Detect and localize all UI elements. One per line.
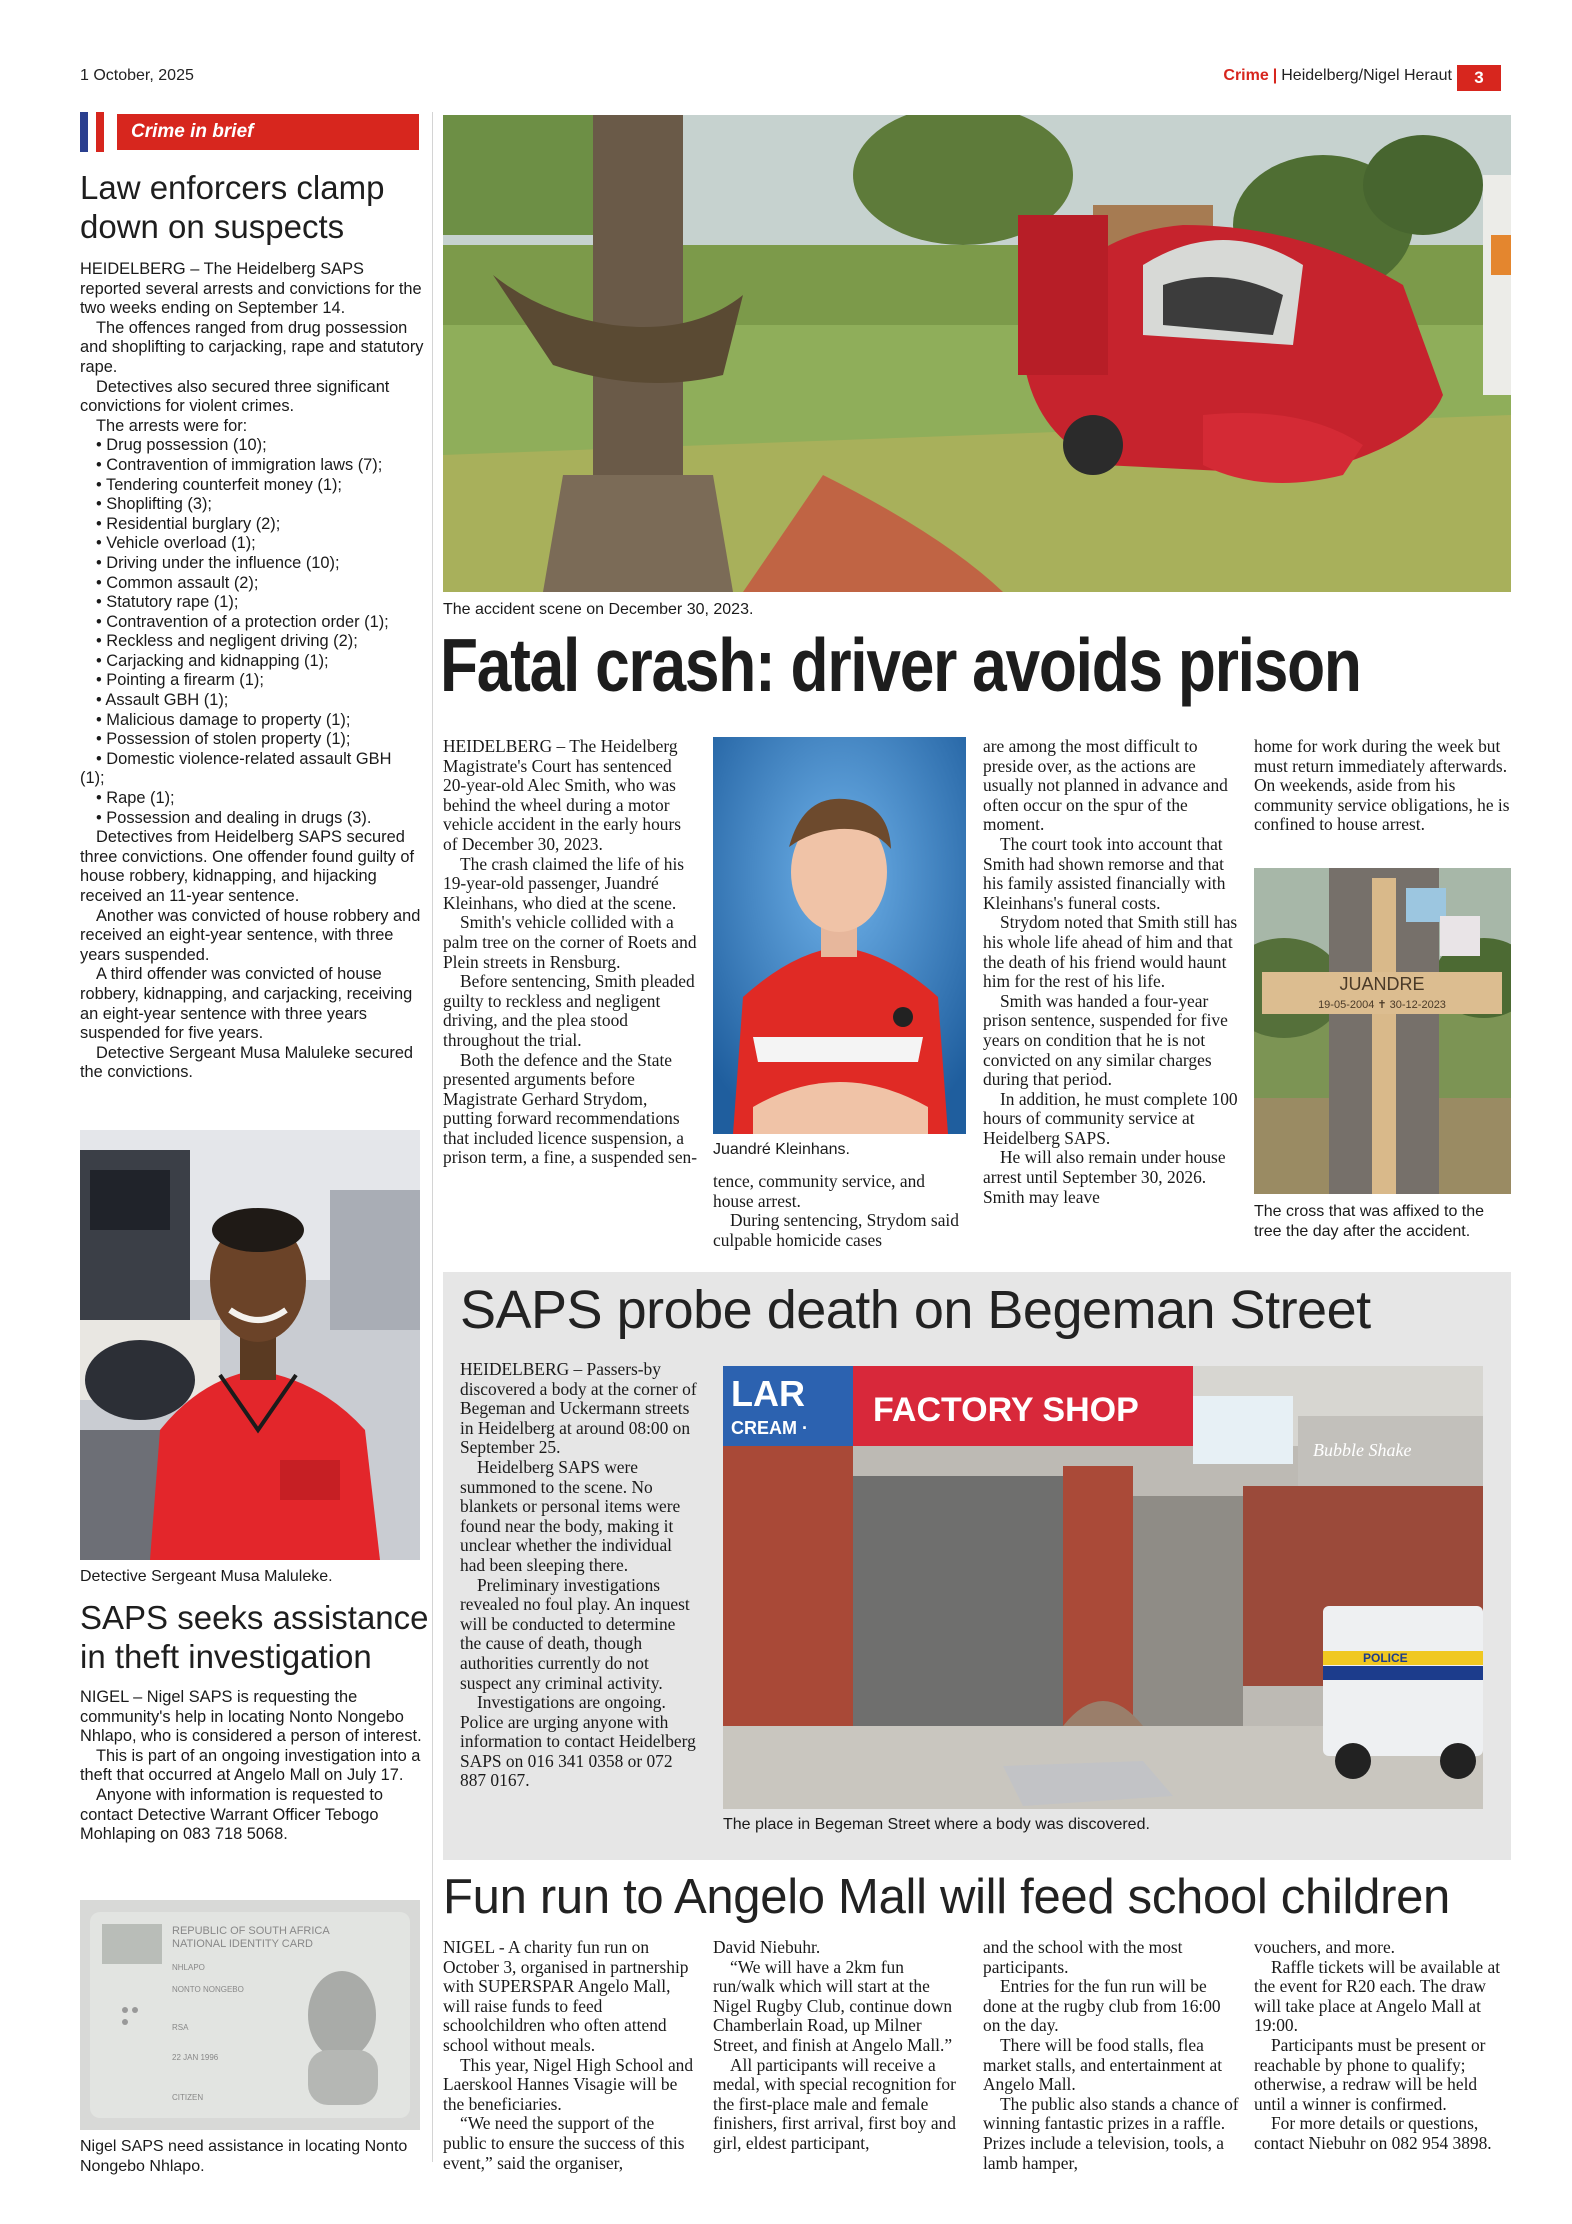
arrest-item: • Domestic violence-related assault GBH (96, 749, 392, 768)
brief-paragraph: A third offender was convicted of house robbery, kidnapping, and carjacking, receiving an eight-year sentence with three years suspended for five years. (80, 965, 413, 1043)
funrun-headline: Fun run to Angelo Mall will feed school children (443, 1870, 1450, 1924)
crash-paragraph: Strydom noted that Smith still has his whole life ahead of him and that the death of his friend would haunt him for the rest of his life. (983, 912, 1238, 992)
flag-icon (80, 112, 110, 152)
detective-photo (80, 1130, 420, 1560)
crash-paragraph: Both the defence and the State presented arguments before Magistrate Gerhard Strydom, putting forward recommendations that included licence suspension, a prison term, a fine, a suspended sen- (443, 1049, 698, 1168)
begeman-paragraph: Preliminary investigations revealed no foul play. An inquest will be conducted to determine the cause of death, though authorities currently do not suspect any criminal activity. (460, 1574, 690, 1693)
detective-caption: Detective Sergeant Musa Maluleke. (80, 1568, 333, 1585)
funrun-paragraph: vouchers, and more. (1254, 1937, 1396, 1957)
begeman-headline: SAPS probe death on Begeman Street (460, 1280, 1371, 1340)
arrest-item: • Common assault (2); (96, 573, 259, 592)
brief-paragraph: Detectives also secured three significant convictions for violent crimes. (80, 377, 390, 416)
crash-paragraph: He will also remain under house arrest until September 30, 2026. Smith may leave (983, 1147, 1226, 1207)
crash-paragraph: Smith was handed a four-year prison sentence, suspended for five years on condition that he is not convicted on any similar charges during that period. (983, 990, 1228, 1090)
sign-cream: CREAM · (731, 1418, 808, 1438)
id-card-photo (80, 1900, 420, 2130)
arrest-item: • Possession of stolen property (1); (96, 730, 351, 749)
funrun-paragraph: NIGEL - A charity fun run on October 3, organised in partnership with SUPERSPAR Angelo Mall, will raise funds to feed schoolchildren who often attend school without meals. (443, 1937, 689, 2055)
id-surname: NHLAPO (172, 1963, 205, 1972)
arrest-item: • Possession and dealing in drugs (3). (96, 808, 372, 827)
funrun-paragraph: Entries for the fun run will be done at the rugby club from 16:00 on the day. (983, 1976, 1221, 2036)
id-nationality: RSA (172, 2023, 189, 2032)
id-line2: NATIONAL IDENTITY CARD (172, 1938, 313, 1950)
funrun-paragraph: All participants will receive a medal, with special recognition for the first-place male and female finishers, first arrival, first boy and girl, eldest participant, (713, 2054, 956, 2153)
funrun-paragraph: “We will have a 2km fun run/walk which will start at the Nigel Rugby Club, continue down Chamberlain Road, up Milner Street, and finish at Angelo Mall.” (713, 1956, 953, 2055)
funrun-paragraph: Raffle tickets will be available at the event for R20 each. The draw will take place at Angelo Mall at 19:00. (1254, 1956, 1501, 2036)
issue-date: 1 October, 2025 (80, 67, 194, 84)
brief-paragraph: HEIDELBERG – The Heidelberg SAPS reported several arrests and convictions for the two weeks ending on September 14. (80, 260, 422, 318)
column-divider (432, 112, 433, 2162)
brief-body (80, 260, 428, 1083)
begeman-paragraph: Investigations are ongoing. Police are urging anyone with information to contact Heidelberg SAPS on 016 341 0358 or 072 887 0167. (460, 1692, 696, 1791)
page-number: 3 (1457, 65, 1501, 91)
crash-paragraph: The court took into account that Smith had shown remorse and that his family assisted financially with Kleinhans's funeral costs. (983, 833, 1226, 913)
arrest-list (80, 436, 428, 828)
arrest-item: • Contravention of immigration laws (7); (96, 455, 383, 474)
brief-paragraph: The arrests were for: (96, 416, 248, 435)
funrun-column-4 (1254, 1938, 1510, 2154)
arrest-item: • Drug possession (10); (96, 436, 267, 455)
arrest-item: • Malicious damage to property (1); (96, 710, 351, 729)
brief-paragraph: Detective Sergeant Musa Maluleke secured the convictions. (80, 1043, 414, 1082)
funrun-column-2 (713, 1938, 969, 2154)
crash-headline: Fatal crash: driver avoids prison (440, 623, 1361, 707)
portrait-caption: Juandré Kleinhans. (713, 1141, 850, 1158)
arrest-item-wrap: (1); (80, 769, 105, 788)
id-status: CITIZEN (172, 2093, 204, 2102)
sign-bubble-shake: Bubble Shake (1313, 1440, 1412, 1460)
crash-scene-photo (443, 115, 1511, 592)
police-label: POLICE (1363, 1651, 1408, 1665)
cross-caption: The cross that was affixed to the tree the day after the accident. (1254, 1203, 1485, 1240)
arrest-item: • Pointing a firearm (1); (96, 671, 264, 690)
arrest-item: • Statutory rape (1); (96, 593, 239, 612)
funrun-paragraph: David Niebuhr. (713, 1937, 821, 1957)
crash-paragraph: HEIDELBERG – The Heidelberg Magistrate's Court has sentenced 20-year-old Alec Smith, who was behind the wheel during a motor vehicle accident in the early hours of December 30, 2023. (443, 736, 682, 854)
crime-in-brief-tag: Crime in brief (117, 114, 419, 150)
arrest-item: • Reckless and negligent driving (2); (96, 632, 358, 651)
funrun-paragraph: For more details or questions, contact Niebuhr on 082 954 3898. (1254, 2113, 1492, 2153)
funrun-paragraph: and the school with the most participants. (983, 1937, 1183, 1977)
brief-paragraph: Another was convicted of house robbery and received an eight-year sentence, with three years suspended. (80, 906, 421, 964)
arrest-item: • Tendering counterfeit money (1); (96, 475, 342, 494)
crash-column-2 (713, 1172, 969, 1250)
id-dob: 22 JAN 1996 (172, 2053, 219, 2062)
brief-paragraph: Detectives from Heidelberg SAPS secured three convictions. One offender found guilty of house robbery, kidnapping, and hijacking received an 11-year sentence. (80, 828, 415, 905)
theft-headline: SAPS seeks assistance in theft investigation (80, 1599, 429, 1675)
cross-name: JUANDRE (1339, 974, 1425, 994)
funrun-paragraph: “We need the support of the public to ensure the success of this event,” said the organiser, (443, 2113, 685, 2173)
crash-paragraph: In addition, he must complete 100 hours of community service at Heidelberg SAPS. (983, 1088, 1238, 1148)
publication-name: Heidelberg/Nigel Heraut (1281, 67, 1452, 84)
funrun-paragraph: The public also stands a chance of winning fantastic prizes in a raffle. Prizes include a television, tools, a lamb hamper, (983, 2093, 1239, 2173)
crash-paragraph: During sentencing, Strydom said culpable homicide cases (713, 1210, 959, 1250)
sign-lar: LAR (731, 1373, 805, 1414)
begeman-body (460, 1360, 700, 1791)
section-header (1223, 67, 1452, 85)
crash-column-3 (983, 737, 1239, 1207)
crash-photo-caption: The accident scene on December 30, 2023. (443, 601, 754, 618)
funrun-paragraph: Participants must be present or reachable by phone to qualify; otherwise, a redraw will be held until a winner is confirmed. (1254, 2034, 1486, 2114)
crash-column-1 (443, 737, 699, 1168)
id-names: NONTO NONGEBO (172, 1985, 244, 1994)
begeman-paragraph: HEIDELBERG – Passers-by discovered a body at the corner of Begeman and Uckermann streets in Heidelberg at around 08:00 on September 25. (460, 1359, 697, 1458)
arrest-item: • Rape (1); (96, 789, 175, 808)
begeman-paragraph: Heidelberg SAPS were summoned to the scene. No blankets or personal items were found near the body, making it unclear whether the individual had been sleeping there. (460, 1456, 681, 1575)
theft-body (80, 1688, 428, 1845)
header-separator: | (1272, 67, 1278, 84)
arrest-item: • Driving under the influence (10); (96, 553, 340, 572)
theft-paragraph: NIGEL – Nigel SAPS is requesting the community's help in locating Nonto Nongebo Nhlapo, who is considered a person of interest. (80, 1688, 422, 1746)
section-name: Crime (1223, 67, 1269, 84)
theft-paragraph: Anyone with information is requested to contact Detective Warrant Officer Tebogo Mohlaping on 083 718 5068. (80, 1785, 383, 1844)
arrest-item: • Assault GBH (1); (96, 691, 229, 710)
crash-paragraph: are among the most difficult to preside over, as the actions are usually not planned in advance and often occur on the spur of the moment. (983, 736, 1228, 835)
funrun-column-3 (983, 1938, 1239, 2173)
funrun-paragraph: This year, Nigel High School and Laerskool Hannes Visagie will be the beneficiaries. (443, 2054, 694, 2114)
sign-factory-shop: FACTORY SHOP (873, 1391, 1139, 1429)
arrest-item: • Vehicle overload (1); (96, 534, 256, 553)
crash-column-4 (1254, 737, 1510, 835)
victim-portrait (713, 737, 966, 1134)
crash-paragraph: home for work during the week but must return immediately afterwards. On weekends, aside from his community service obligations, he is confined to house arrest. (1254, 736, 1510, 835)
theft-paragraph: This is part of an ongoing investigation into a theft that occurred at Angelo Mall on July 17. (80, 1746, 421, 1785)
crash-paragraph: The crash claimed the life of his 19-year-old passenger, Juandré Kleinhans, who died at the scene. (443, 853, 685, 913)
crash-paragraph: Smith's vehicle collided with a palm tree on the corner of Roets and Plein streets in Rensburg. (443, 912, 697, 972)
funrun-paragraph: There will be food stalls, flea market stalls, and entertainment at Angelo Mall. (983, 2034, 1223, 2095)
begeman-caption: The place in Begeman Street where a body was discovered. (723, 1816, 1150, 1833)
arrest-item: • Contravention of a protection order (1); (96, 612, 389, 631)
crash-paragraph: Before sentencing, Smith pleaded guilty to reckless and negligent driving, and the plea stood throughout the trial. (443, 971, 695, 1050)
arrest-item: • Shoplifting (3); (96, 495, 212, 514)
arrest-item: • Residential burglary (2); (96, 514, 281, 533)
funrun-column-1 (443, 1938, 699, 2173)
id-line1: REPUBLIC OF SOUTH AFRICA (172, 1925, 330, 1937)
memorial-cross-photo (1254, 868, 1511, 1194)
id-caption: Nigel SAPS need assistance in locating Nonto Nongebo Nhlapo. (80, 2138, 408, 2175)
crash-paragraph: tence, community service, and house arrest. (713, 1171, 925, 1211)
brief-paragraph: The offences ranged from drug possession and shoplifting to carjacking, rape and statutory rape. (80, 318, 424, 376)
brief-headline: Law enforcers clamp down on suspects (80, 169, 385, 245)
cross-dates: 19-05-2004 ✝ 30-12-2023 (1318, 999, 1446, 1011)
arrest-item: • Carjacking and kidnapping (1); (96, 651, 329, 670)
factory-shop-photo (723, 1366, 1483, 1809)
